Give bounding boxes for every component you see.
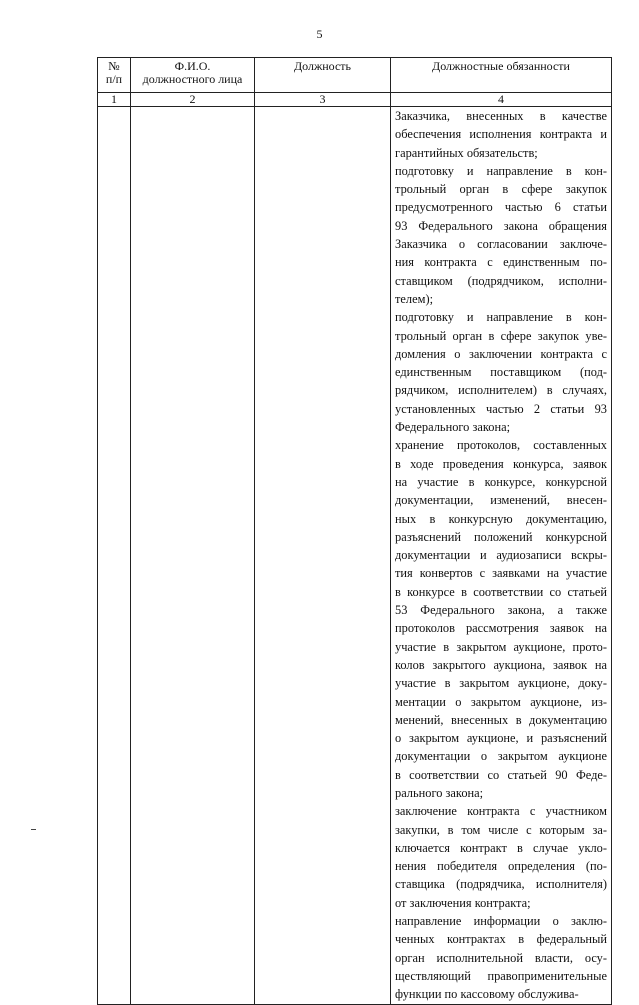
duty-line: орган исполнительной власти, осу- [395,950,607,965]
header-name-line2: должностного лица [142,72,243,86]
duty-line: закупки, в том числе с которым за- [395,822,607,837]
duties-cell [391,107,612,1005]
duties-text [395,107,607,1004]
duty-line: ченных контрактах в федеральный [395,932,607,947]
duty-line: направление информации о заклю- [395,914,607,929]
name-cell [131,107,255,1005]
header-position [255,58,391,93]
header-name-line1: Ф.И.О. [174,59,211,73]
column-number-3: 3 [255,93,391,107]
header-row [98,58,612,93]
duty-line: ментации о закрытом аукционе, из- [395,694,607,709]
duty-line: от заключения контракта; [395,895,531,910]
duty-line: в ходе проведения конкурса, заявок [395,456,607,471]
header-num-line2: п/п [105,72,123,86]
header-duties-label: Должностные обязанности [432,59,570,73]
duty-line: документации, изменений, внесен- [395,493,607,508]
duty-line: установленных частью 2 статьи 93 [395,401,607,416]
duty-line: ния контракта с единственным по- [395,255,607,270]
duty-line: на участие в конкурсе, конкурсной [395,474,607,489]
header-position-label: Должность [293,59,352,73]
header-name [131,58,255,93]
duty-line: ных в конкурсную документацию, [395,511,607,526]
duty-line: рального закона; [395,785,484,800]
duty-line: документации о закрытом аукционе [395,749,607,764]
duty-line: нения победителя определения (по- [395,859,607,874]
column-number-2: 2 [131,93,255,107]
duty-line: подготовку и направление в кон- [395,310,607,325]
duties-table [97,57,612,1005]
duty-line: участие в закрытом аукционе, прото- [395,639,607,654]
duty-line: единственным поставщиком (под- [395,365,607,380]
duty-line: Заказчика, внесенных в качестве [395,109,607,123]
duty-line: в соответствии со статьей 90 Феде- [395,767,607,782]
table-row [98,107,612,1005]
num-cell [98,107,131,1005]
duty-line: разъяснений положений конкурсной [395,529,607,544]
column-number-1: 1 [98,93,131,107]
duty-line: Заказчика о согласовании заключе- [395,237,607,252]
duty-line: функции по кассовому обслужива- [395,987,579,1002]
duty-line: Федерального закона; [395,420,511,435]
header-num-line1: № [108,59,120,73]
duty-line: подготовку и направление в кон- [395,163,607,178]
duty-line: ключается контракт в случае укло- [395,840,607,855]
duty-line: участие в закрытом аукционе, доку- [395,676,607,691]
duty-line: колов закрытого аукциона, заявок на [395,657,607,672]
duty-line: ставщика (подрядчика, исполнителя) [395,877,607,892]
page-number: 5 [316,27,323,41]
header-num [98,58,131,93]
duty-line: менений, внесенных в документацию [395,712,607,727]
duty-line: ществляющий правоприменительные [395,968,607,983]
header-duties [391,58,612,93]
margin-mark [31,829,36,830]
duty-line: 53 Федерального закона, а также [395,603,607,618]
duty-line: гарантийных обязательств; [395,145,538,160]
duty-line: заключение контракта с участником [395,804,607,819]
duty-line: обеспечения исполнения контракта и [395,127,607,142]
duty-line: 93 Федерального закона обращения [395,218,607,233]
duty-line: рядчиком, исполнителем) в случаях, [395,383,607,398]
duty-line: домления о заключении контракта с [395,346,607,361]
duty-line: телем); [395,291,434,306]
duty-line: предусмотренного частью 6 статьи [395,200,607,215]
duty-line: трольный орган в сфере закупок уве- [395,328,607,343]
duty-line: протоколов рассмотрения заявок на [395,621,607,636]
duty-line: ставщиком (подрядчиком, исполни- [395,273,607,288]
column-number-4: 4 [391,93,612,107]
duty-line: трольный орган в сфере закупок [395,182,607,197]
duty-line: документации и аудиозаписи вскры- [395,548,607,563]
duty-line: тия конвертов с заявками на участие [395,566,607,581]
duty-line: хранение протоколов, составленных [395,438,607,453]
duty-line: о закрытом аукционе, и разъяснений [395,731,607,746]
column-number-row [98,93,612,107]
duty-line: в конкурсе в соответствии со статьей [395,584,607,599]
position-cell [255,107,391,1005]
